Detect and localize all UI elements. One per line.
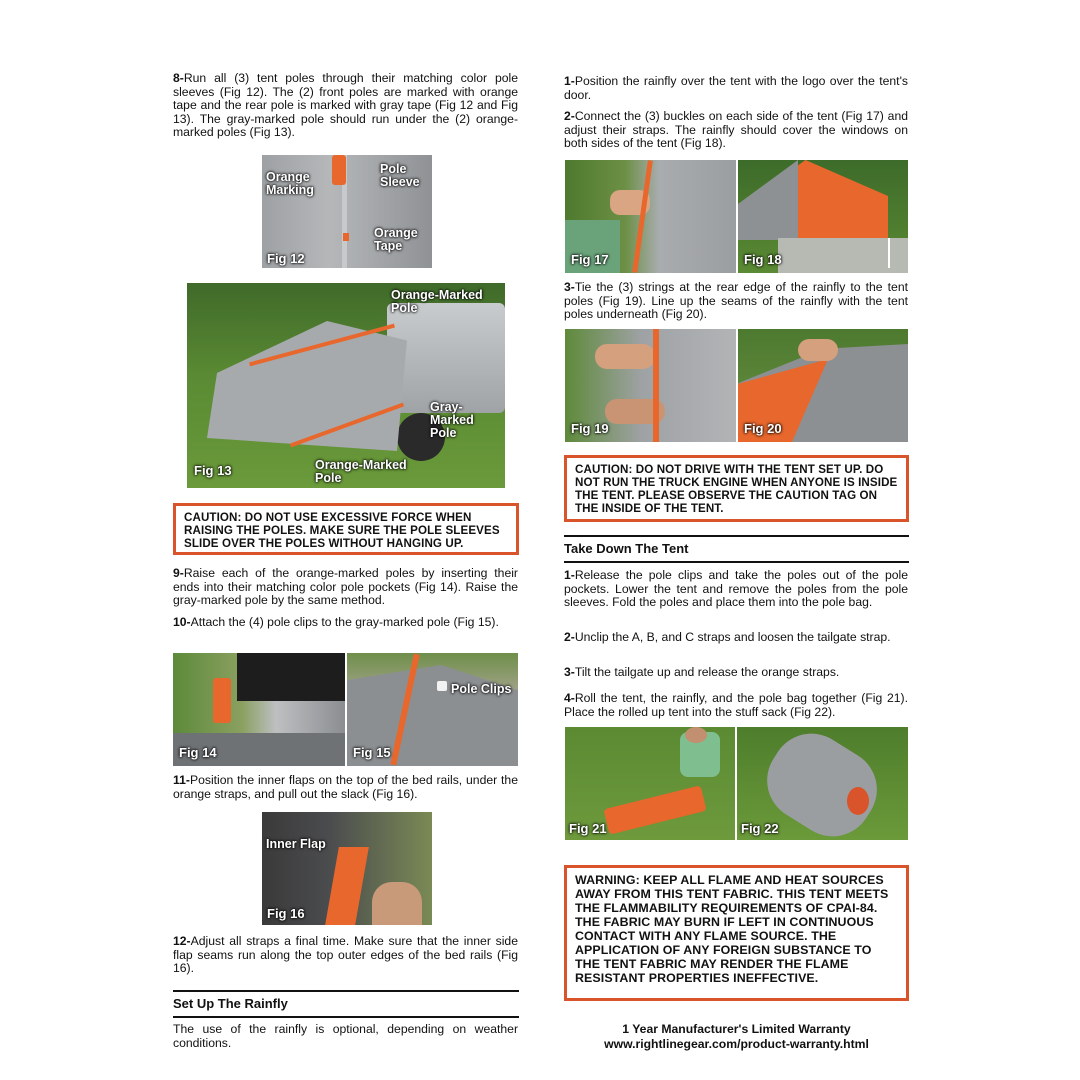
caution-box-driving: CAUTION: DO NOT DRIVE WITH THE TENT SET UP. DO NOT RUN THE TRUCK ENGINE WHEN ANYONE IS INSIDE THE TENT. PLEASE OBSERVE THE CAUTION TAG ON THE INSIDE OF THE TENT. bbox=[564, 455, 909, 522]
fig-22-photo bbox=[737, 727, 908, 840]
heading-take-down: Take Down The Tent bbox=[564, 535, 909, 563]
callout-orange-marked-top: Orange-Marked Pole bbox=[391, 288, 483, 315]
fig-19-photo bbox=[565, 329, 736, 442]
fig-13-label: Fig 13 bbox=[194, 463, 232, 478]
fig-21-photo bbox=[565, 727, 735, 840]
fig-21-label: Fig 21 bbox=[569, 821, 607, 836]
callout-orange-marking: Orange Marking bbox=[266, 170, 314, 197]
fig-12-label: Fig 12 bbox=[267, 251, 305, 266]
fig-16-label: Fig 16 bbox=[267, 906, 305, 921]
fig-17-photo bbox=[565, 160, 736, 273]
callout-orange-marked-bottom: Orange-Marked Pole bbox=[315, 458, 407, 485]
warning-box-flame: WARNING: KEEP ALL FLAME AND HEAT SOURCES AWAY FROM THIS TENT FABRIC. THIS TENT MEETS THE FLAMMABILITY REQUIREMENTS OF CPAI-84. THE FABRIC MAY BURN IF LEFT IN CONTINUOUS CONTACT WITH ANY FLAME SOURCE. THE APPLICATION OF ANY FOREIGN SUBSTANCE TO THE TENT FABRIC MAY RENDER THE FLAME RESISTANT PROPERTIES INEFFECTIVE. bbox=[564, 865, 909, 1001]
rainfly-step-1: 1-Position the rainfly over the tent with the logo over the tent's door. bbox=[564, 74, 908, 102]
fig-17-label: Fig 17 bbox=[571, 252, 609, 267]
step-11: 11-Position the inner flaps on the top of the bed rails, under the orange straps, and pull out the slack (Fig 16). bbox=[173, 773, 518, 801]
warranty-url[interactable]: www.rightlinegear.com/product-warranty.html bbox=[604, 1037, 869, 1051]
fig-12-photo bbox=[262, 155, 432, 268]
rainfly-step-3: 3-Tie the (3) strings at the rear edge of the rainfly to the tent poles (Fig 19). Line up the seams of the rainfly with the tent poles underneath (Fig 20). bbox=[564, 280, 908, 322]
fig-13-photo bbox=[187, 283, 505, 488]
warranty-block bbox=[564, 1022, 909, 1052]
heading-set-up-rainfly: Set Up The Rainfly bbox=[173, 990, 519, 1018]
warranty-title: 1 Year Manufacturer's Limited Warranty bbox=[622, 1022, 851, 1036]
fig-14-photo bbox=[173, 653, 345, 766]
step-8: 8-Run all (3) tent poles through their matching color pole sleeves (Fig 12). The (2) front poles are marked with orange tape and the rear pole is marked with gray tape (Fig 12 and Fig 13). The gray-marked pole should run under the (2) orange-marked poles (Fig 13). bbox=[173, 71, 518, 140]
takedown-step-4: 4-Roll the tent, the rainfly, and the pole bag together (Fig 21). Place the rolled up tent into the stuff sack (Fig 22). bbox=[564, 691, 908, 719]
takedown-step-1: 1-Release the pole clips and take the poles out of the pole pockets. Lower the tent and remove the poles from the pole sleeves. Fold the poles and place them into the pole bag. bbox=[564, 568, 908, 610]
step-9: 9-Raise each of the orange-marked poles by inserting their ends into their matching color pole pockets (Fig 14). Raise the gray-marked pole by the same method. bbox=[173, 566, 518, 608]
rainfly-step-2: 2-Connect the (3) buckles on each side of the tent (Fig 17) and adjust their straps. The rainfly should cover the windows on both sides of the tent (Fig 18). bbox=[564, 109, 908, 151]
callout-pole-clips: Pole Clips bbox=[451, 682, 512, 696]
fig-18-photo bbox=[738, 160, 908, 273]
fig-16-photo bbox=[262, 812, 432, 925]
fig-18-label: Fig 18 bbox=[744, 252, 782, 267]
fig-20-photo bbox=[738, 329, 908, 442]
takedown-step-3: 3-Tilt the tailgate up and release the orange straps. bbox=[564, 665, 840, 679]
fig-15-label: Fig 15 bbox=[353, 745, 391, 760]
callout-gray-marked: Gray-Marked Pole bbox=[430, 400, 474, 440]
fig-20-label: Fig 20 bbox=[744, 421, 782, 436]
callout-pole-sleeve: Pole Sleeve bbox=[380, 162, 420, 189]
callout-inner-flap: Inner Flap bbox=[266, 837, 326, 851]
fig-14-label: Fig 14 bbox=[179, 745, 217, 760]
fig-19-label: Fig 19 bbox=[571, 421, 609, 436]
fig-22-label: Fig 22 bbox=[741, 821, 779, 836]
caution-box-poles: CAUTION: DO NOT USE EXCESSIVE FORCE WHEN RAISING THE POLES. MAKE SURE THE POLE SLEEVES SLIDE OVER THE POLES WITHOUT HANGING UP. bbox=[173, 503, 519, 555]
rainfly-intro: The use of the rainfly is optional, depending on weather conditions. bbox=[173, 1022, 518, 1050]
takedown-step-2: 2-Unclip the A, B, and C straps and loosen the tailgate strap. bbox=[564, 630, 891, 644]
step-12: 12-Adjust all straps a final time. Make sure that the inner side flap seams run along the top outer edges of the bed rails (Fig 16). bbox=[173, 934, 518, 976]
step-10: 10-Attach the (4) pole clips to the gray-marked pole (Fig 15). bbox=[173, 615, 499, 629]
callout-orange-tape: Orange Tape bbox=[374, 226, 418, 253]
fig-15-photo bbox=[347, 653, 518, 766]
